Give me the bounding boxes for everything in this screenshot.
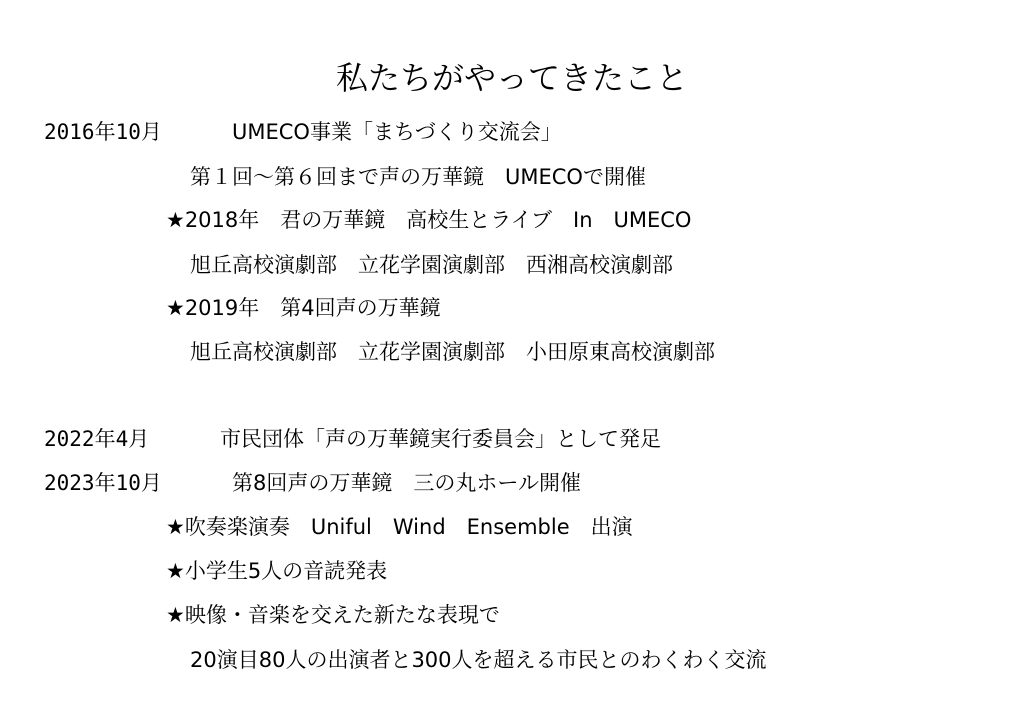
page-title: 私たちがやってきたこと	[335, 59, 688, 97]
entry-date-2016: 2016年10月	[44, 120, 162, 144]
entry-detail-2023-3: ★映像・音楽を交えた新たな表現で	[166, 603, 500, 627]
entry-date-2023: 2023年10月	[44, 471, 162, 495]
entry-detail-2016-1: 第１回～第６回まで声の万華鏡 UMECOで開催	[190, 165, 646, 189]
entry-date-2022: 2022年4月	[44, 427, 150, 451]
entry-text-2022: 市民団体「声の万華鏡実行委員会」として発足	[220, 427, 661, 451]
entry-text-2023: 第8回声の万華鏡 三の丸ホール開催	[232, 471, 581, 495]
entry-text-2016: UMECO事業「まちづくり交流会」	[232, 120, 562, 144]
entry-detail-2016-3: 旭丘高校演劇部 立花学園演劇部 西湘高校演劇部	[190, 253, 673, 277]
entry-detail-2023-4: 20演目80人の出演者と300人を超える市民とのわくわく交流	[190, 648, 767, 672]
entry-detail-2023-1: ★吹奏楽演奏 Uniful Wind Ensemble 出演	[166, 515, 633, 539]
entry-detail-2016-5: 旭丘高校演劇部 立花学園演劇部 小田原東高校演劇部	[190, 340, 715, 364]
entry-detail-2016-2: ★2018年 君の万華鏡 高校生とライブ In UMECO	[166, 208, 692, 232]
entry-detail-2016-4: ★2019年 第4回声の万華鏡	[166, 296, 441, 320]
entry-detail-2023-2: ★小学生5人の音読発表	[166, 559, 388, 583]
